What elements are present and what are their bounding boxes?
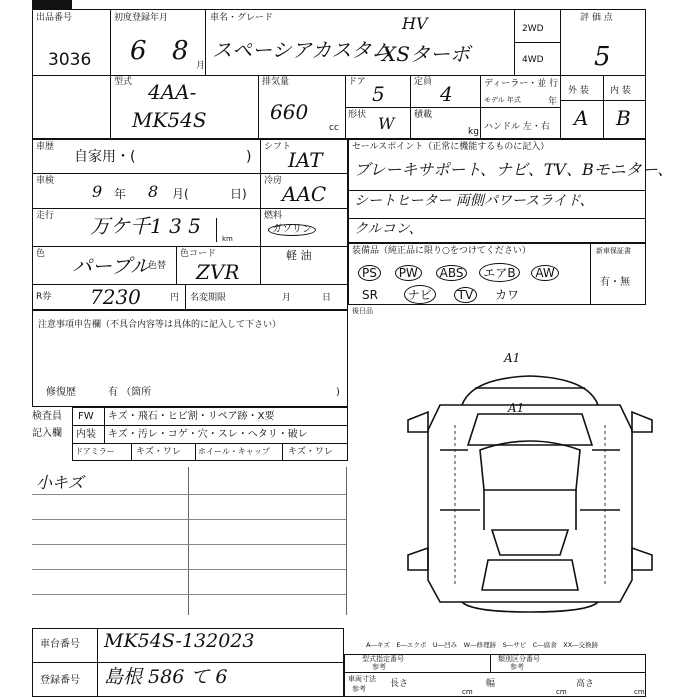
- year-char: 年: [114, 187, 127, 201]
- meigi-day: 日: [322, 293, 332, 303]
- cap-label: 定員: [414, 77, 433, 87]
- meigi-label: 名変期限: [190, 293, 227, 303]
- checker-mirror-text: キズ・ワレ: [136, 447, 181, 457]
- kg-unit: kg: [468, 127, 479, 137]
- checker-nai: 内装: [76, 429, 96, 440]
- vin-label: 車台番号: [40, 639, 80, 650]
- mileage-label: 走行: [36, 211, 55, 221]
- len-sub: 参考: [352, 685, 366, 693]
- inspect-month: 8: [148, 182, 159, 201]
- reg-month: 8: [172, 36, 189, 66]
- remarks-divider-1: [188, 467, 189, 615]
- shift-value: IAT: [288, 148, 323, 172]
- header-box: [32, 9, 646, 139]
- reg-no-value: 島根 586 て 6: [104, 666, 228, 688]
- hgt-item: 高さ: [576, 679, 595, 689]
- class-sub: 参考: [510, 663, 524, 671]
- equip-label: 装備品（純正品に限り○をつけてください）: [352, 246, 531, 256]
- sales-line-2: シートヒーター 両側パワースライド、: [354, 193, 594, 209]
- hgt-unit: cm: [634, 688, 645, 696]
- equip-aw: AW: [531, 265, 558, 281]
- notes-label: 注意事項申告欄（不具合内容等は具体的に記入して下さい）: [38, 320, 282, 330]
- sales-line-3: クルコン、: [354, 221, 423, 237]
- checker-label-2: 記入欄: [32, 428, 62, 439]
- sales-label: セールスポイント（正常に機能するものに記入）: [352, 142, 550, 152]
- reg-label: 初度登録年月: [114, 13, 169, 23]
- shift-label: シフト: [264, 142, 292, 152]
- disp-unit: cc: [329, 123, 339, 133]
- model-label: モデル 年式: [484, 96, 521, 104]
- trim-label: 色替: [148, 261, 167, 271]
- year-unit: 年: [548, 97, 558, 107]
- door-value: 5: [372, 82, 385, 106]
- history-value: 自家用・(: [74, 149, 136, 165]
- fuel-other: 軽 油: [286, 249, 312, 262]
- code-value: ZVR: [196, 260, 240, 284]
- name-value: スペーシアカスタム: [212, 38, 392, 62]
- lot-value: 3036: [48, 50, 92, 70]
- checker-mirror: ドアミラー: [75, 447, 115, 456]
- rear-label: 後日品: [352, 307, 373, 315]
- int-value: B: [616, 106, 631, 130]
- equip-tv: TV: [454, 287, 478, 303]
- month-char: 月(: [172, 187, 189, 201]
- weight-label: 積載: [414, 110, 433, 120]
- equip-abs: ABS: [436, 265, 468, 281]
- ac-value: AAC: [282, 182, 327, 206]
- history-label: 車歴: [36, 142, 55, 152]
- day-char: 日): [230, 187, 247, 201]
- wid-unit: cm: [556, 688, 567, 696]
- remarks-divider-2: [346, 467, 347, 615]
- dealer-label: ディーラー・並 行: [484, 79, 559, 89]
- checker-fw: FW: [78, 411, 94, 422]
- diagram-a1-inner: A1: [508, 401, 525, 415]
- remarks-text: 小キズ: [36, 473, 84, 492]
- inspect-label: 車検: [36, 176, 55, 186]
- equip-navi: ナビ: [404, 285, 436, 304]
- top-black-bar: [32, 0, 72, 10]
- score-value: 5: [594, 42, 611, 72]
- equip-row-1: [358, 263, 559, 282]
- disp-value: 660: [270, 100, 309, 124]
- code-label: 色コード: [180, 249, 217, 259]
- color-label: 色: [36, 249, 46, 259]
- equip-row-2: [362, 285, 519, 304]
- checker-wheel-text: キズ・ワレ: [288, 447, 333, 457]
- equip-airbag: エアB: [479, 263, 519, 282]
- mark-label: 型式指定番号: [362, 655, 404, 663]
- recycle-label: R券: [36, 292, 52, 302]
- reg-year: 6: [130, 36, 147, 66]
- equip-leather: カワ: [495, 288, 520, 302]
- car-diagram: [380, 350, 680, 620]
- equip-ps: PS: [358, 265, 381, 281]
- disp-label: 排気量: [262, 77, 290, 87]
- equip-pw: PW: [395, 265, 422, 281]
- checker-label-1: 検査員: [32, 411, 62, 422]
- fuel-circled: ガソリン: [268, 224, 316, 236]
- score-label: 評 価 点: [580, 13, 613, 23]
- len-item: 長さ: [390, 679, 409, 689]
- yen-unit: 円: [170, 293, 180, 303]
- recycle-value: 7230: [90, 285, 141, 309]
- color-value: パープル: [72, 254, 151, 278]
- drive-2wd: 2WD: [522, 24, 544, 34]
- shape-value: W: [378, 114, 395, 133]
- inspect-year: 9: [92, 182, 103, 201]
- new-warranty-value: 有・無: [600, 277, 630, 288]
- sales-line-1: ブレーキサポート、ナビ、TV、Bモニター、: [354, 160, 674, 179]
- diagram-a1-top: A1: [504, 351, 521, 365]
- class-label: 類別区分番号: [498, 655, 540, 663]
- checker-nai-text: キズ・汚レ・コゲ・穴・スレ・ヘタリ・破レ: [108, 429, 308, 440]
- ext-label: 外 装: [568, 86, 589, 96]
- shape-label: 形状: [348, 110, 367, 120]
- cap-value: 4: [440, 82, 453, 106]
- door-label: ドア: [348, 77, 366, 87]
- new-warranty-label: 新車保証書: [596, 247, 631, 255]
- equip-sr: SR: [362, 288, 378, 302]
- vin-value: MK54S-132023: [104, 630, 255, 652]
- meigi-month: 月: [282, 293, 292, 303]
- fuel-label: 燃料: [264, 211, 283, 221]
- wid-item: 幅: [486, 679, 496, 689]
- checker-fw-text: キズ・飛石・ヒビ割・リペア跡・X要: [108, 411, 275, 422]
- type-line1: 4AA-: [148, 80, 197, 104]
- damage-legend: A―キズ E―エクボ U―凹み W―修理跡 S―サビ C―腐食 XX―交換跡: [366, 641, 599, 649]
- repair-label: 修復歴: [46, 387, 76, 398]
- handle-label: ハンドル 左・右: [484, 122, 550, 132]
- mark-sub: 参考: [372, 663, 386, 671]
- drive-4wd: 4WD: [522, 55, 544, 65]
- len-unit: cm: [462, 688, 473, 696]
- lot-label: 出品番号: [36, 13, 73, 23]
- name-label: 車名・グレード: [210, 13, 274, 23]
- int-label: 内 装: [610, 86, 631, 96]
- len-label: 車両寸法: [348, 675, 376, 683]
- mileage-value: 万ケ千1 3 5: [90, 214, 201, 238]
- ac-label: 冷房: [264, 176, 283, 186]
- type-label: 型式: [114, 77, 133, 87]
- repair-close: ): [336, 387, 340, 398]
- type-line2: MK54S: [132, 108, 207, 132]
- reg-month-unit: 月: [196, 61, 206, 71]
- grade-value: XSターボ: [382, 42, 470, 66]
- repair-value: 有 （箇所: [108, 387, 152, 398]
- reg-no-label: 登録番号: [40, 675, 80, 686]
- history-close: ): [246, 149, 252, 165]
- checker-wheel: ホイール・キャップ: [198, 447, 270, 456]
- km-unit: km: [222, 235, 233, 243]
- ext-value: A: [574, 106, 589, 130]
- hv-label: HV: [402, 14, 428, 33]
